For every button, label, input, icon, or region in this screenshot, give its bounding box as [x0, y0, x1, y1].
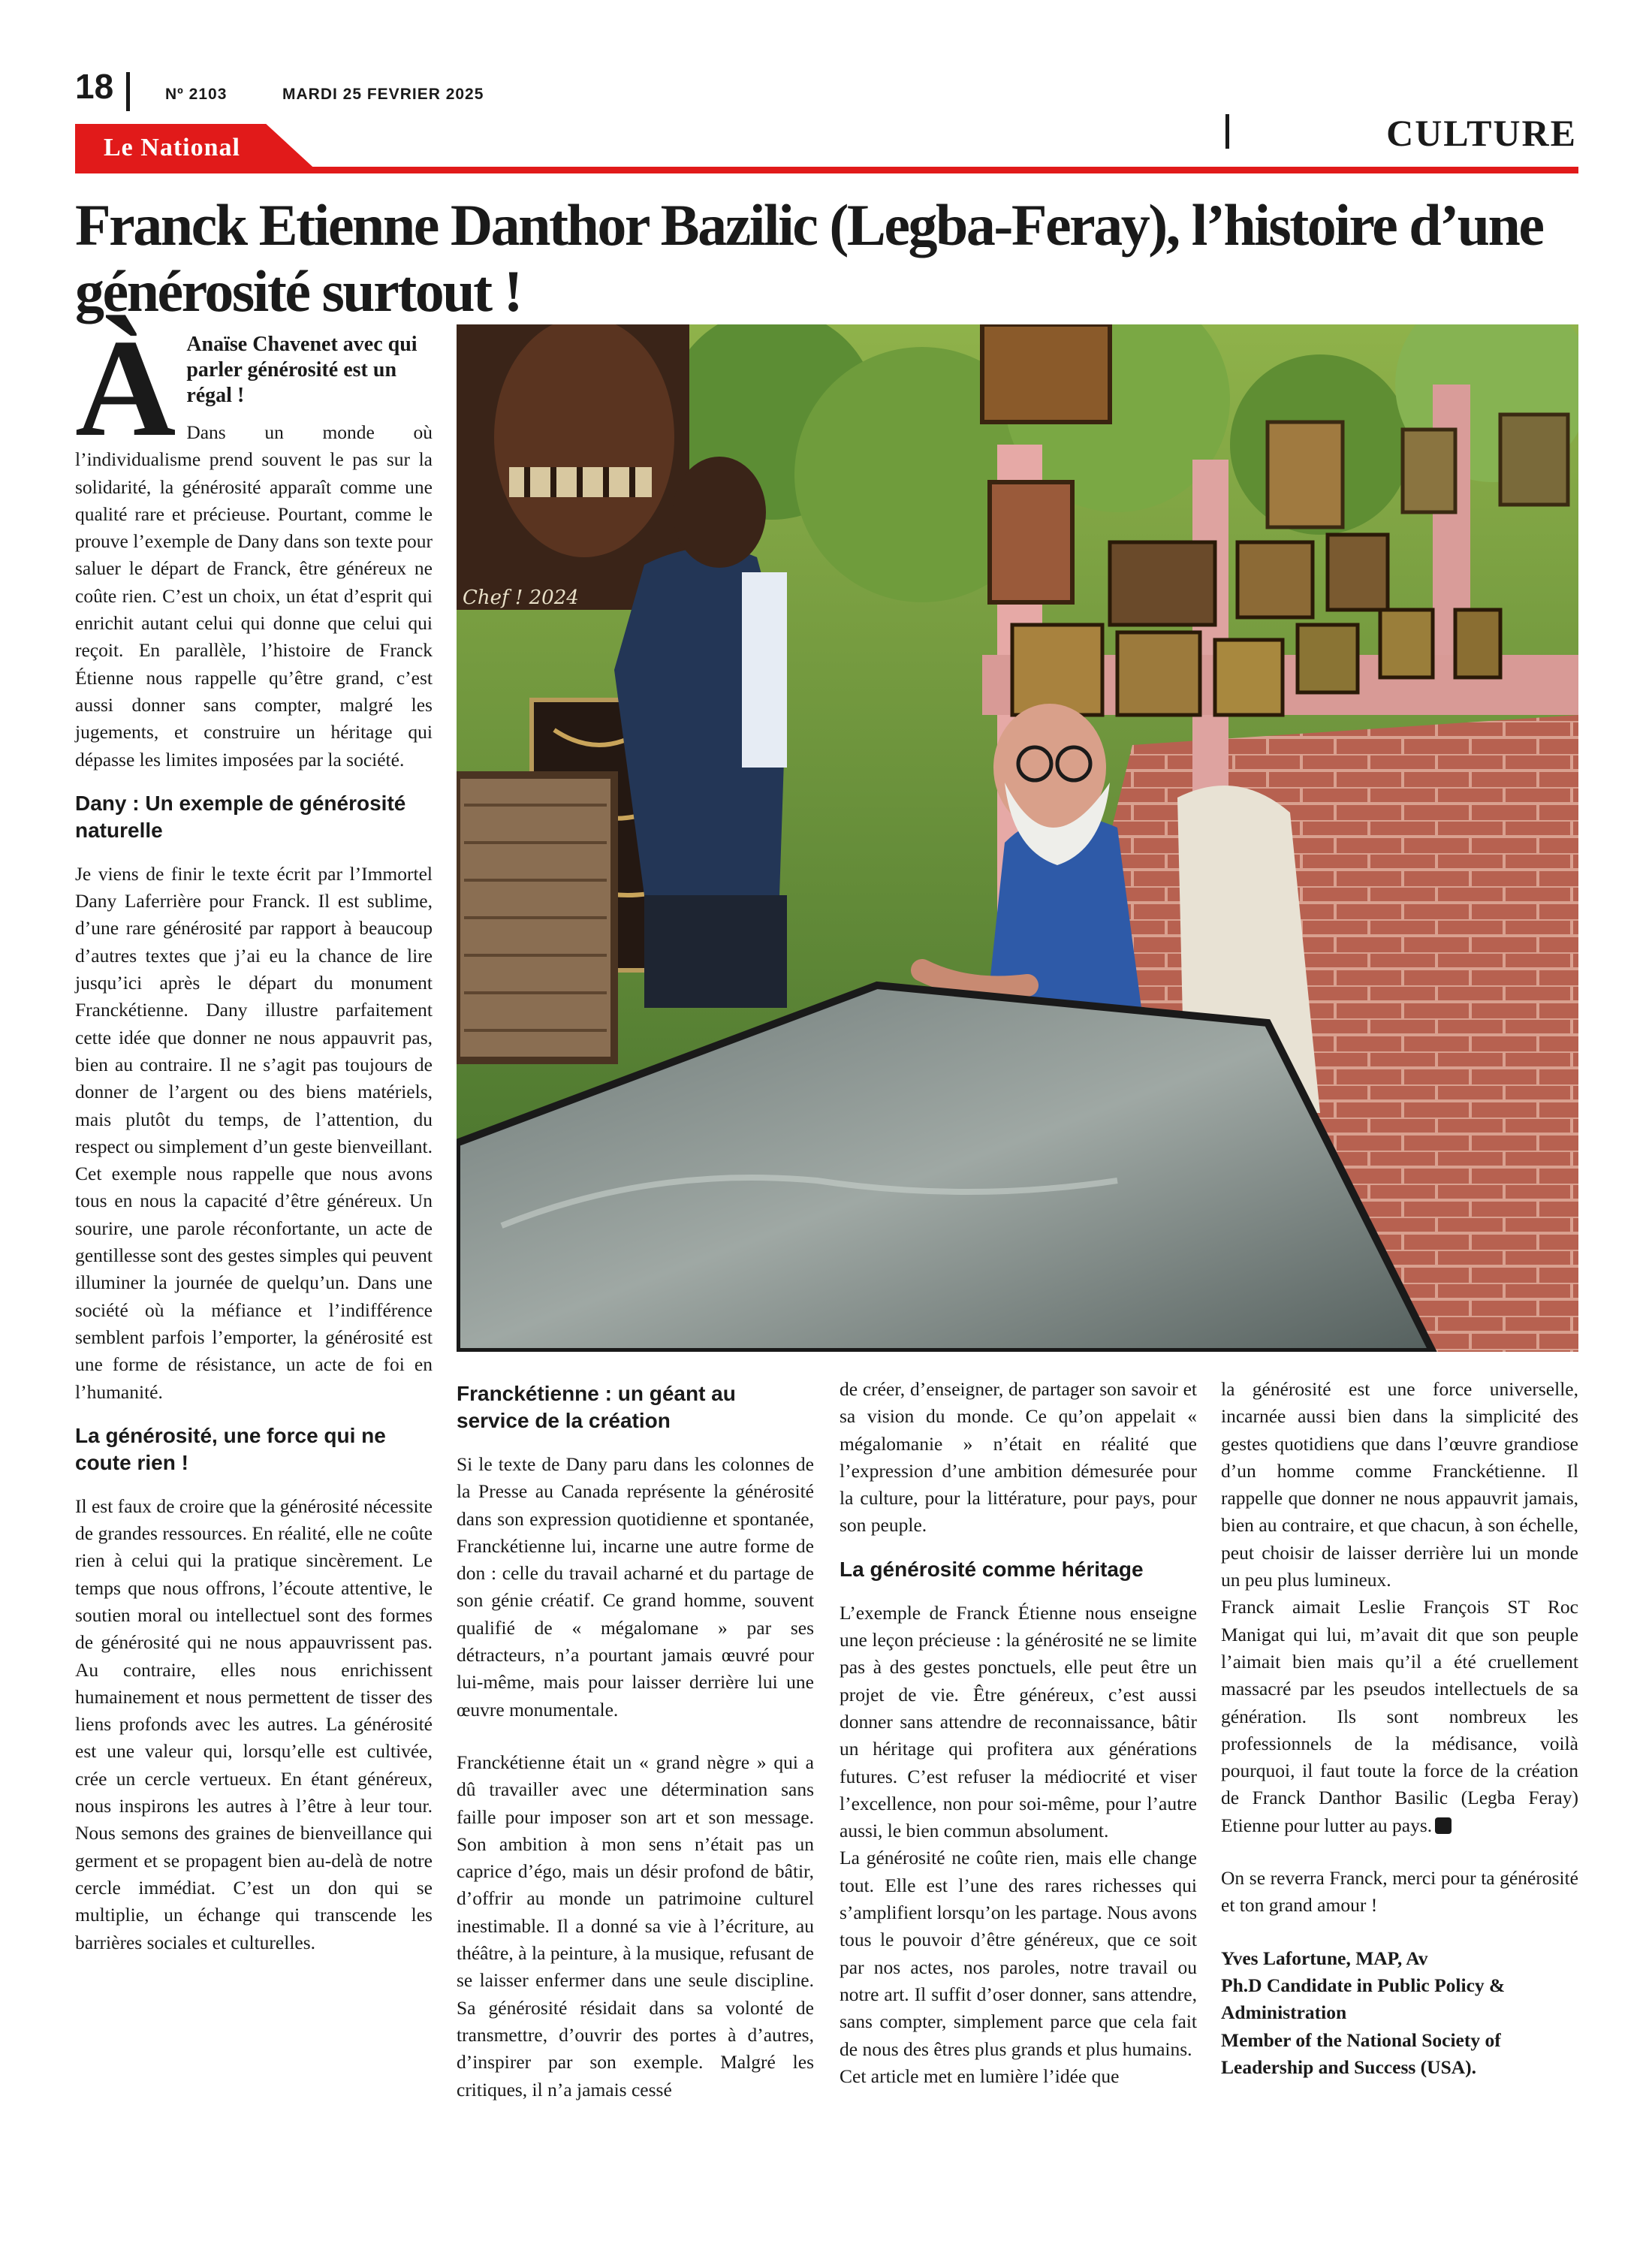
paragraph: Cet article met en lumière l’idée que	[840, 2064, 1120, 2087]
brand-label: Le National	[104, 134, 240, 161]
paragraph: La générosité ne coûte rien, mais elle change tout. Elle est l’une des rares richesses qui s’amplifient lorsqu’on les partage. Nous avons tous le pouvoir d’être généreux, que ce soit par nos actes, nos paroles, notre travail ou notre art. Il suffit d’oser donner, sans attendre, sans compter, simplement parce que cela fait de nous des êtres plus grands et plus humains.	[840, 1847, 1197, 2060]
subheading: La générosité comme héritage	[840, 1557, 1144, 1581]
painting-signature: Chef ! 2024	[463, 587, 579, 609]
paragraph-closing	[1221, 1594, 1578, 1839]
article-column-3	[840, 1376, 1197, 2090]
article-lead: Anaïse Chavenet avec qui parler générosité est un régal !	[186, 333, 418, 407]
article-photo	[457, 324, 1578, 1352]
page-number-divider	[126, 72, 130, 111]
author-title: Ph.D Candidate in Public Policy & Administration	[1221, 1974, 1506, 2024]
section-rubric: CULTURE	[1386, 112, 1577, 154]
paragraph: Je viens de finir le texte écrit par l’Immortel Dany Laferrière pour Franck. Il est sublime, d’une rare générosité par rapport à beaucoup d’autres textes que j’ai eu la chance de lire jusqu’ici après le départ du monument Franckétienne. Dany illustre parfaitement cette idée que donner ne nous appauvrit pas, bien au contraire. Il ne s’agit pas toujours de donner de l’argent ou des biens matériels, mais plutôt du temps, de l’attention, du respect ou simplement d’un geste bienveillant. Cet exemple nous rappelle que nous avons tous en nous la capacité d’être généreux. Un sourire, une parole réconfortante, un acte de gentillesse sont des gestes simples qui peuvent illuminer la journée de quelqu’un. Dans une société où la méfiance et l’indifférence semblent parfois l’emporter, la générosité est une forme de résistance, un acte de foi en l’humanité.	[75, 862, 433, 1403]
author-name: Yves Lafortune, MAP, Av	[1221, 1947, 1428, 1969]
header-rule	[75, 167, 1578, 173]
article-headline: Franck Etienne Danthor Bazilic (Legba-Feray), l’histoire d’une générosité surtout !	[75, 192, 1543, 324]
rubric-divider	[1225, 114, 1229, 149]
photo-illustration	[457, 324, 1578, 1352]
drop-cap: À	[75, 311, 176, 466]
subheading: La générosité, une force qui ne coute rien !	[75, 1423, 386, 1474]
paragraph: Si le texte de Dany paru dans les colonnes de la Presse au Canada représente la générosité dans son expression quotidienne et spontanée, Franckétienne lui, incarne une autre forme de don : celle du travail acharné et du partage de son génie créatif. Ce grand homme, souvent qualifié de « mégalomane » par ses détracteurs, n’a pourtant jamais œuvré pour lui-même, mais pour laisser derrière lui une œuvre monumentale.	[457, 1453, 814, 1721]
paragraph: Franckétienne était un « grand nègre » qui a dû travailler avec une détermination sans faille pour imposer son art et son message. Son ambition à mon sens n’était pas un caprice d’égo, mais un désir profond de bâtir, d’offrir au monde un patrimoine culturel inestimable. Il a donné sa vie à l’écriture, au théâtre, à la peinture, à la musique, refusant de se laisser enfermer dans une seule discipline. Sa générosité résidait dans sa volonté de transmettre, d’ouvrir des portes à d’autres, d’inspirer par son exemple. Malgré les critiques, il n’a jamais cessé	[457, 1751, 814, 2101]
end-of-article-icon	[1435, 1817, 1452, 1834]
issue-date: MARDI 25 FEVRIER 2025	[282, 86, 484, 103]
subheading: Dany : Un exemple de générosité naturelle	[75, 791, 406, 842]
paragraph: de créer, d’enseigner, de partager son savoir et sa vision du monde. Ce qu’on appelait « mégalomanie » n’était en réalité que l’expression d’une ambition démesurée pour la culture, pour la littérature, pour pays, pour son peuple.	[840, 1378, 1197, 1537]
paragraph: L’exemple de Franck Étienne nous enseigne une leçon précieuse : la générosité ne se limite pas à des gestes ponctuels, elle peut être un projet de vie. Être généreux, c’est aussi donner sans attendre de reconnaissance, bâtir un héritage qui profitera aux générations futures. C’est refuser la médiocrité et viser l’excellence, non pour soi-même, pour l’autre aussi, le bien commun absolument.	[840, 1601, 1197, 1842]
paragraph: Dans un monde où l’individualisme prend souvent le pas sur la solidarité, la générosité apparaît comme une qualité rare et précieuse. Pourtant, comme le prouve l’exemple de Dany dans son texte pour saluer le départ de Franck, être généreux ne coûte rien. C’est un choix, un état d’esprit qui enrichit autant celui qui donne que celui qui reçoit. En parallèle, l’histoire de Franck Étienne nous rappelle qu’être grand, c’est aussi donner sans compter, malgré les jugements, et construire un héritage qui dépasse les limites imposées par la société.	[75, 421, 433, 771]
paragraph-text: Franck aimait Leslie François ST Roc Manigat qui lui, m’avait dit que son peuple l’aimait bien mais qu’il a été cruellement massacré par les pseudos intellectuels de sa génération. Ils sont nombreux les professionnels de la médisance, voilà pourquoi, il faut toute la force de la création de Franck Danthor Basilic (Legba Feray) Etienne pour lutter au pays.	[1221, 1596, 1578, 1836]
article-column-4	[1221, 1376, 1578, 2081]
issue-number: Nº 2103	[165, 86, 228, 103]
article-column-2	[457, 1380, 814, 2104]
page-number: 18	[75, 67, 114, 106]
author-affiliation: Member of the National Society of Leadership and Success (USA).	[1221, 2028, 1501, 2078]
paragraph: la générosité est une force universelle, incarnée aussi bien dans la simplicité des gestes quotidiens que dans l’œuvre grandiose d’un homme comme Franckétienne. Il rappelle que donner ne nous appauvrit jamais, bien au contraire, et que chacun, à son échelle, peut choisir de laisser derrière lui un monde un peu plus lumineux.	[1221, 1378, 1578, 1591]
article-column-1	[75, 311, 433, 1956]
subheading: Franckétienne : un géant au service de la création	[457, 1382, 736, 1432]
farewell-paragraph: On se reverra Franck, merci pour ta générosité et ton grand amour !	[1221, 1867, 1578, 1917]
paragraph: Il est faux de croire que la générosité nécessite de grandes ressources. En réalité, elle ne coûte rien à celui qui la pratique sincèrement. Le temps que nous offrons, l’écoute attentive, le soutien moral ou intellectuel sont des formes de générosité qui ne nous appauvrissent pas. Au contraire, elles nous enrichissent humainement et nous permettent de tisser des liens profonds avec les autres. La générosité est une valeur qui, lorsqu’elle est cultivée, crée un cercle vertueux. En étant généreux, nous inspirons les autres à l’être à leur tour. Nous semons des graines de bienveillance qui germent et se propagent bien au-delà de notre cercle immédiat. C’est un don qui se multiplie, un échange qui transcende les barrières sociales et culturelles.	[75, 1494, 433, 1953]
